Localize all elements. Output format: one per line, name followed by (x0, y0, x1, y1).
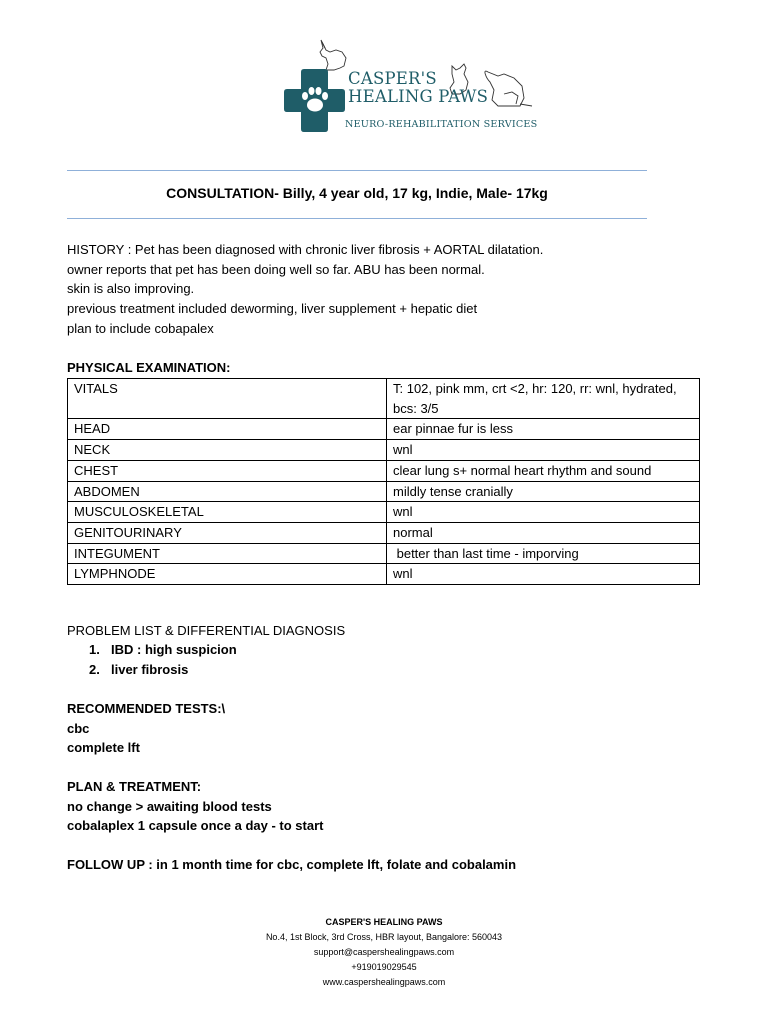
history-line: HISTORY : Pet has been diagnosed with chronic liver fibrosis + AORTAL dilatation. (67, 242, 544, 257)
table-row (68, 460, 700, 481)
exam-label: NECK (68, 440, 387, 461)
exam-value: normal (387, 522, 700, 543)
clinic-subtitle: NEURO-REHABILITATION SERVICES (345, 119, 538, 130)
exam-label: MUSCULOSKELETAL (68, 502, 387, 523)
table-row (68, 419, 700, 440)
exam-label: LYMPHNODE (68, 564, 387, 585)
footer-phone: +919019029545 (351, 962, 417, 972)
exam-label: HEAD (68, 419, 387, 440)
table-row (68, 543, 700, 564)
footer-website: www.caspershealingpaws.com (322, 977, 446, 987)
consultation-title: CONSULTATION- Billy, 4 year old, 17 kg, Indie, Male- 17kg (166, 185, 548, 201)
recommended-tests-section (67, 699, 225, 758)
exam-value: mildly tense cranially (387, 481, 700, 502)
exam-value: T: 102, pink mm, crt <2, hr: 120, rr: wnl, hydrated, bcs: 3/5 (387, 379, 700, 419)
history-line: owner reports that pet has been doing well so far. ABU has been normal. (67, 261, 485, 277)
list-number: 1. (89, 642, 100, 657)
physical-exam-heading: PHYSICAL EXAMINATION: (67, 360, 231, 375)
footer-email: support@caspershealingpaws.com (313, 947, 455, 957)
brand-line-2: HEALING PAWS (348, 87, 489, 106)
test-item: complete lft (67, 740, 140, 756)
problem-list (67, 640, 237, 679)
history-line: skin is also improving. (67, 281, 195, 297)
table-row (68, 522, 700, 543)
table-row (68, 564, 700, 585)
exam-label: GENITOURINARY (68, 522, 387, 543)
exam-value: better than last time - imporving (387, 543, 700, 564)
exam-label: CHEST (68, 460, 387, 481)
plan-item: cobalaplex 1 capsule once a day - to start (67, 818, 324, 834)
table-row (68, 481, 700, 502)
test-item: cbc (67, 720, 90, 736)
brand-line-1: CASPER'S (348, 69, 437, 88)
exam-value: clear lung s+ normal heart rhythm and sound (387, 460, 700, 481)
history-section (67, 240, 707, 338)
list-item (67, 660, 237, 680)
exam-label: ABDOMEN (68, 481, 387, 502)
list-text: IBD : high suspicion (111, 642, 237, 657)
exam-value: wnl (387, 502, 700, 523)
exam-value: wnl (387, 440, 700, 461)
medical-cross-paw-icon (284, 69, 345, 132)
exam-value: wnl (387, 564, 700, 585)
exam-label: VITALS (68, 379, 387, 419)
footer (0, 915, 768, 990)
physical-exam-table (67, 378, 700, 585)
title-divider (67, 218, 647, 219)
footer-clinic-name: CASPER'S HEALING PAWS (325, 917, 443, 927)
follow-up-section (67, 855, 516, 875)
table-row (68, 440, 700, 461)
follow-up-text: FOLLOW UP : in 1 month time for cbc, complete lft, folate and cobalamin (67, 857, 517, 872)
list-text: liver fibrosis (111, 661, 189, 677)
exam-label: INTEGUMENT (68, 543, 387, 564)
plan-item: no change > awaiting blood tests (67, 798, 272, 814)
clinic-brand-name (348, 70, 488, 106)
plan-heading: PLAN & TREATMENT: (67, 779, 202, 794)
footer-address: No.4, 1st Block, 3rd Cross, HBR layout, Bangalore: 560043 (265, 932, 503, 942)
problem-list-heading: PROBLEM LIST & DIFFERENTIAL DIAGNOSIS (67, 623, 346, 638)
top-divider (67, 170, 647, 171)
plan-section (67, 777, 323, 836)
history-line: previous treatment included deworming, liver supplement + hepatic diet (67, 301, 478, 317)
recommended-tests-heading: RECOMMENDED TESTS:\ (67, 701, 226, 716)
clinic-logo (284, 38, 538, 138)
table-row (68, 379, 700, 419)
list-item (67, 640, 237, 660)
table-row (68, 502, 700, 523)
exam-value: ear pinnae fur is less (387, 419, 700, 440)
history-line: plan to include cobapalex (67, 320, 214, 336)
list-number: 2. (89, 661, 100, 677)
